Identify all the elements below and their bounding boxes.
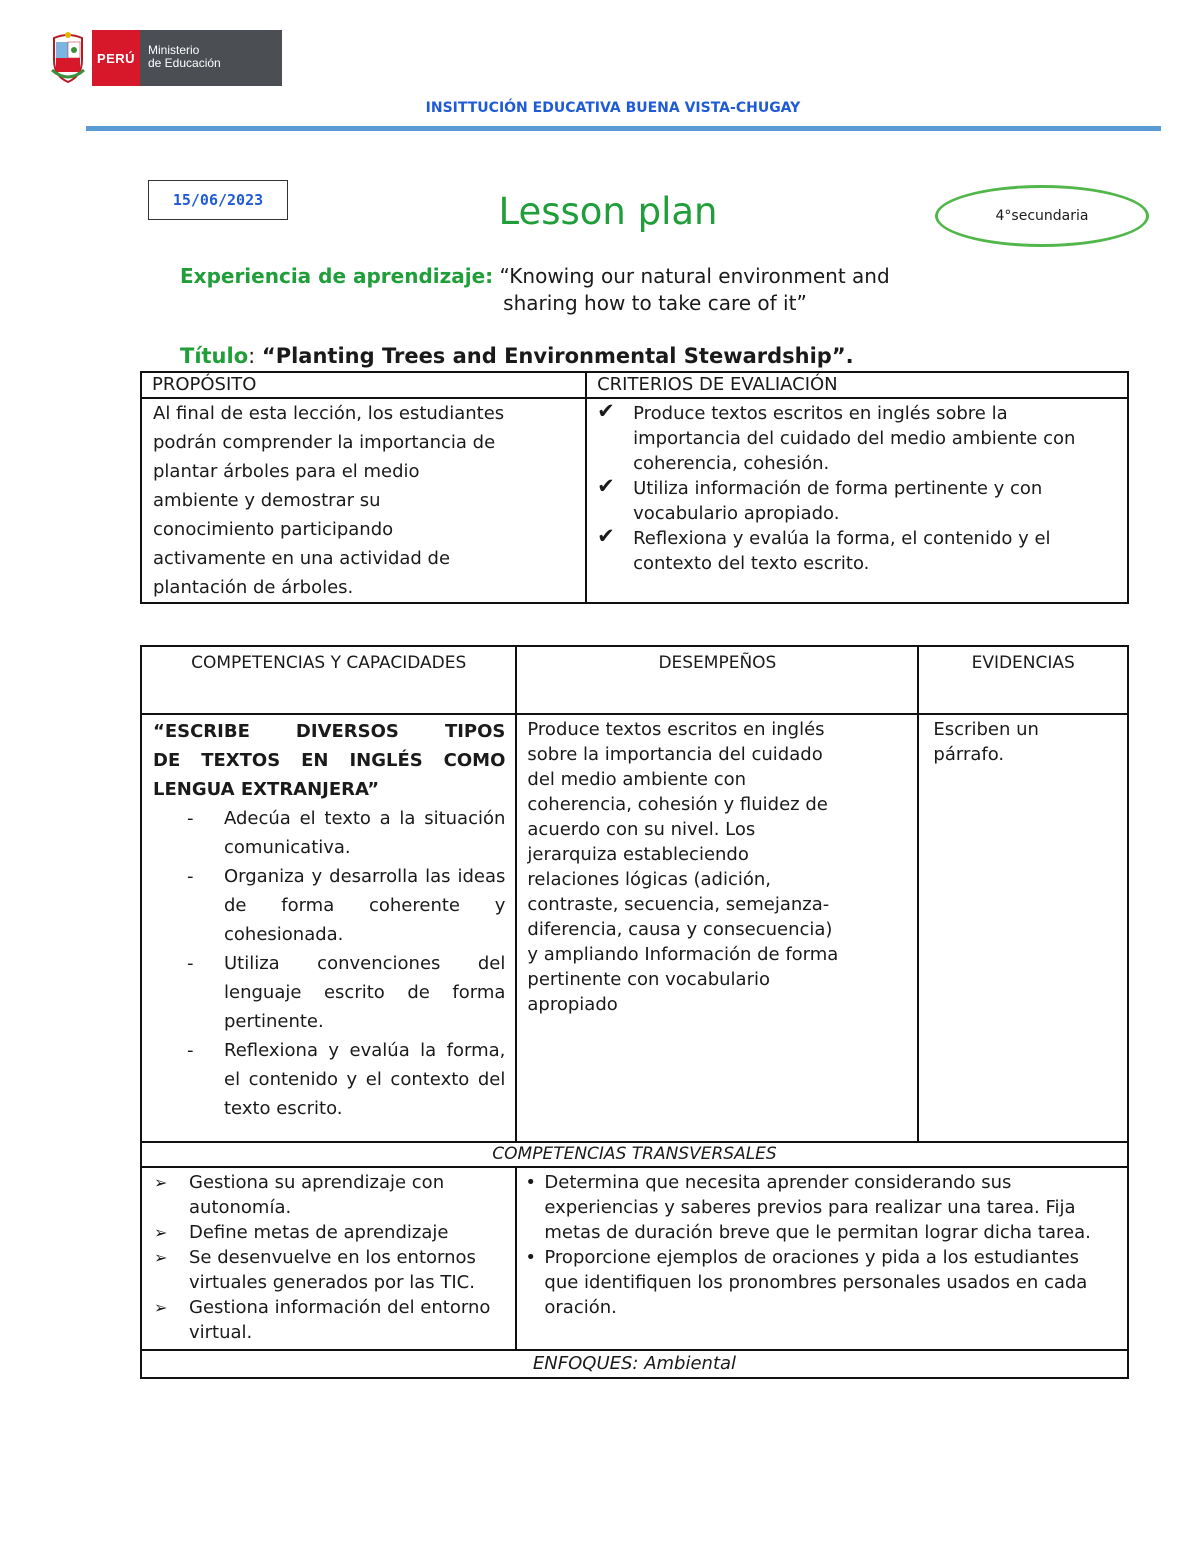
desempeno-line: contraste, secuencia, semejanza- bbox=[527, 894, 830, 915]
purpose-criteria-table bbox=[140, 371, 1129, 604]
ministry-logo bbox=[48, 30, 282, 86]
transversal-detail-item bbox=[525, 1170, 1117, 1245]
proposito-cell bbox=[141, 398, 586, 603]
bullet-icon: • bbox=[525, 1172, 537, 1193]
transversal-item bbox=[154, 1245, 509, 1295]
transversales-left-cell bbox=[141, 1167, 516, 1350]
transversales-right-list bbox=[525, 1170, 1117, 1320]
competencia-cell bbox=[141, 714, 516, 1142]
desempeno-line: coherencia, cohesión y fluidez de bbox=[527, 794, 828, 815]
header-divider bbox=[86, 126, 1161, 131]
criterios-list bbox=[587, 399, 1127, 576]
desempeno-line: acuerdo con su nivel. Los bbox=[527, 819, 756, 840]
ministry-label bbox=[140, 30, 282, 86]
capacidad-text: Reflexiona y evalúa la forma, el contenido y el contexto del texto escrito. bbox=[224, 1040, 506, 1119]
ministry-line-2: de Educación bbox=[148, 56, 221, 70]
capacidad-item: - Adecúa el texto a la situación comunicativa. bbox=[187, 808, 506, 858]
criterios-cell bbox=[586, 398, 1128, 603]
competencia-line: DE TEXTOS EN INGLÉS COMO bbox=[153, 750, 506, 771]
capacidad-item: - Utiliza convenciones del lenguaje escrito de forma pertinente. bbox=[187, 953, 506, 1032]
transversal-detail-item bbox=[525, 1245, 1117, 1320]
titulo-label: Título bbox=[180, 344, 249, 368]
criterio-item bbox=[597, 399, 1119, 476]
titulo-sep: : bbox=[248, 344, 262, 368]
transversal-detail-text: Determina que necesita aprender considerando sus experiencias y saberes previos para realizar una tarea. Fija metas de duración breve que le permitan lograr dicha tarea. bbox=[544, 1172, 1091, 1243]
criterio-text: Reflexiona y evalúa la forma, el contenido y el contexto del texto escrito. bbox=[633, 528, 1051, 574]
desempeno-line: jerarquiza estableciendo bbox=[527, 844, 749, 865]
transversales-left-list bbox=[154, 1170, 509, 1345]
desempeno-line: diferencia, causa y consecuencia) bbox=[527, 919, 833, 940]
desempeno-line: del medio ambiente con bbox=[527, 769, 747, 790]
evidencia-cell bbox=[918, 714, 1128, 1142]
header-transversales: COMPETENCIAS TRANSVERSALES bbox=[141, 1142, 1128, 1167]
transversal-text: Gestiona su aprendizaje con autonomía. bbox=[189, 1172, 445, 1218]
titulo-text: “Planting Trees and Environmental Stewardship”. bbox=[261, 344, 854, 368]
capacidad-item: - Organiza y desarrolla las ideas de forma coherente y cohesionada. bbox=[187, 866, 506, 945]
date-box: 15/06/2023 bbox=[148, 180, 288, 220]
page-title: Lesson plan bbox=[498, 190, 718, 233]
arrow-bullet-icon: ➢ bbox=[154, 1223, 168, 1242]
proposito-line: conocimiento participando bbox=[153, 519, 394, 540]
experience-text-1: “Knowing our natural environment and bbox=[493, 264, 890, 288]
desempeno-line: y ampliando Información de forma bbox=[527, 944, 839, 965]
header-desempenos: DESEMPEÑOS bbox=[516, 646, 918, 714]
enfoques-row: ENFOQUES: Ambiental bbox=[141, 1350, 1128, 1378]
arrow-bullet-icon: ➢ bbox=[154, 1248, 168, 1267]
school-name: INSITTUCIÓN EDUCATIVA BUENA VISTA-CHUGAY bbox=[425, 100, 801, 116]
bullet-icon: • bbox=[525, 1247, 537, 1268]
criterio-text: Utiliza información de forma pertinente y con vocabulario apropiado. bbox=[633, 478, 1043, 524]
arrow-bullet-icon: ➢ bbox=[154, 1298, 168, 1317]
lesson-title bbox=[180, 344, 854, 368]
learning-experience bbox=[180, 262, 1080, 291]
experience-text-2: sharing how to take care of it” bbox=[503, 291, 807, 315]
transversal-item bbox=[154, 1220, 509, 1245]
desempeno-line: relaciones lógicas (adición, bbox=[527, 869, 771, 890]
desempeno-cell bbox=[516, 714, 918, 1142]
competencia-title bbox=[153, 717, 505, 804]
desempeno-line: Produce textos escritos en inglés bbox=[527, 719, 825, 740]
grade-badge: 4°secundaria bbox=[935, 185, 1149, 247]
capacidad-text: Organiza y desarrolla las ideas de forma coherente y cohesionada. bbox=[224, 866, 506, 945]
capacidad-text: Utiliza convenciones del lenguaje escrito de forma pertinente. bbox=[224, 953, 506, 1032]
header-evidencias: EVIDENCIAS bbox=[918, 646, 1128, 714]
checkmark-icon: ✔ bbox=[597, 399, 615, 423]
proposito-line: plantación de árboles. bbox=[153, 577, 354, 598]
transversal-detail-text: Proporcione ejemplos de oraciones y pida a los estudiantes que identifiquen los pronombres personales usados en cada oración. bbox=[544, 1247, 1088, 1318]
proposito-line: plantar árboles para el medio bbox=[153, 461, 420, 482]
proposito-line: ambiente y demostrar su bbox=[153, 490, 381, 511]
criterio-text: Produce textos escritos en inglés sobre la importancia del cuidado del medio ambiente con coherencia, cohesión. bbox=[633, 403, 1076, 474]
evidencia-line: Escriben un bbox=[933, 719, 1039, 740]
peru-label: PERÚ bbox=[92, 30, 140, 86]
header-criterios: CRITERIOS DE EVALIACIÓN bbox=[586, 372, 1128, 398]
desempeno-line: apropiado bbox=[527, 994, 618, 1015]
header-competencias: COMPETENCIAS Y CAPACIDADES bbox=[141, 646, 516, 714]
proposito-line: Al final de esta lección, los estudiantes bbox=[153, 403, 505, 424]
transversal-text: Define metas de aprendizaje bbox=[189, 1222, 449, 1243]
ministry-line-1: Ministerio bbox=[148, 43, 200, 57]
transversal-text: Se desenvuelve en los entornos virtuales generados por las TIC. bbox=[189, 1247, 476, 1293]
capacidad-item: - Reflexiona y evalúa la forma, el contenido y el contexto del texto escrito. bbox=[187, 1040, 506, 1119]
proposito-line: activamente en una actividad de bbox=[153, 548, 451, 569]
checkmark-icon: ✔ bbox=[597, 474, 615, 498]
evidencia-line: párrafo. bbox=[933, 744, 1005, 765]
desempeno-line: sobre la importancia del cuidado bbox=[527, 744, 823, 765]
experience-label: Experiencia de aprendizaje: bbox=[180, 264, 494, 288]
transversales-right-cell bbox=[516, 1167, 1128, 1350]
competencias-table bbox=[140, 645, 1129, 1379]
transversal-item bbox=[154, 1170, 509, 1220]
capacidad-text: Adecúa el texto a la situación comunicativa. bbox=[224, 808, 506, 858]
criterio-item bbox=[597, 524, 1119, 576]
desempeno-line: pertinente con vocabulario bbox=[527, 969, 771, 990]
checkmark-icon: ✔ bbox=[597, 524, 615, 548]
competencia-line: LENGUA EXTRANJERA” bbox=[153, 779, 380, 800]
arrow-bullet-icon: ➢ bbox=[154, 1173, 168, 1192]
transversal-text: Gestiona información del entorno virtual. bbox=[189, 1297, 491, 1343]
proposito-line: podrán comprender la importancia de bbox=[153, 432, 496, 453]
coat-of-arms-icon bbox=[48, 30, 88, 86]
competencia-line: “ESCRIBE DIVERSOS TIPOS bbox=[153, 721, 506, 742]
transversal-item bbox=[154, 1295, 509, 1345]
header-proposito: PROPÓSITO bbox=[141, 372, 586, 398]
criterio-item bbox=[597, 474, 1119, 526]
capacidades-list bbox=[153, 804, 505, 1123]
